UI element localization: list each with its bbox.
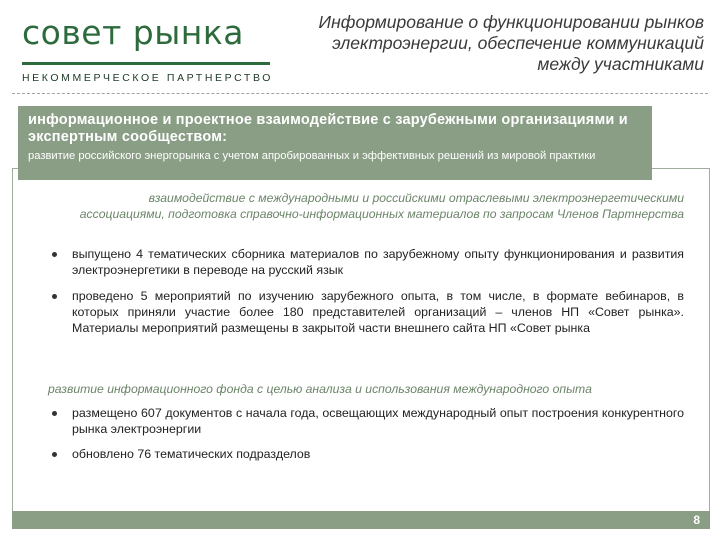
list-item-text: выпущено 4 тематических сборника материалов по зарубежному опыту функционирования и развития электроэнергетики в переводе на русский язык [72,247,684,277]
content-frame [12,168,710,528]
list-item [50,246,684,278]
bullet-icon [52,252,57,257]
list-item-text: обновлено 76 тематических подразделов [72,447,311,461]
block-2-list [50,405,684,471]
page-title: Информирование о функционировании рынков электроэнергии, обеспечение коммуникаций между участниками [318,12,704,74]
section-header [18,106,652,180]
list-item [50,288,684,336]
logo [22,14,282,84]
block-2-heading: развитие информационного фонда с целью анализа и использования международного опыта [48,382,592,396]
list-item-text: размещено 607 документов с начала года, освещающих международный опыт построения конкурентного рынка электроэнергии [72,406,684,436]
logo-divider [22,62,270,65]
page-number: 8 [693,513,700,527]
block-1-list [50,246,684,346]
logo-subtitle: НЕКОММЕРЧЕСКОЕ ПАРТНЕРСТВО [22,72,273,84]
bullet-icon [52,411,57,416]
footer-bar [12,511,710,529]
list-item-text: проведено 5 мероприятий по изучению зарубежного опыта, в том числе, в формате вебинаров, в которых приняли участие более 180 представителей организаций – членов НП «Совет рынка». Материалы мероприятий размещены в закрытой части внешнего сайта НП «Совет рынка [72,289,684,335]
list-item [50,446,684,462]
bullet-icon [52,452,57,457]
bullet-icon [52,294,57,299]
section-subtitle: развитие российского энергорынка с учетом апробированных и эффективных решений из мировой практики [28,150,596,162]
logo-name: совет рынка [22,13,245,52]
section-title: информационное и проектное взаимодействие с зарубежными организациями и экспертным сообществом: [28,112,628,145]
list-item [50,405,684,437]
header-divider [12,93,708,94]
block-1-heading: взаимодействие с международными и российскими отраслевыми электроэнергетическими ассоциациями, подготовка справочно-информационных материалов по запросам Членов Партнерства [79,191,684,221]
